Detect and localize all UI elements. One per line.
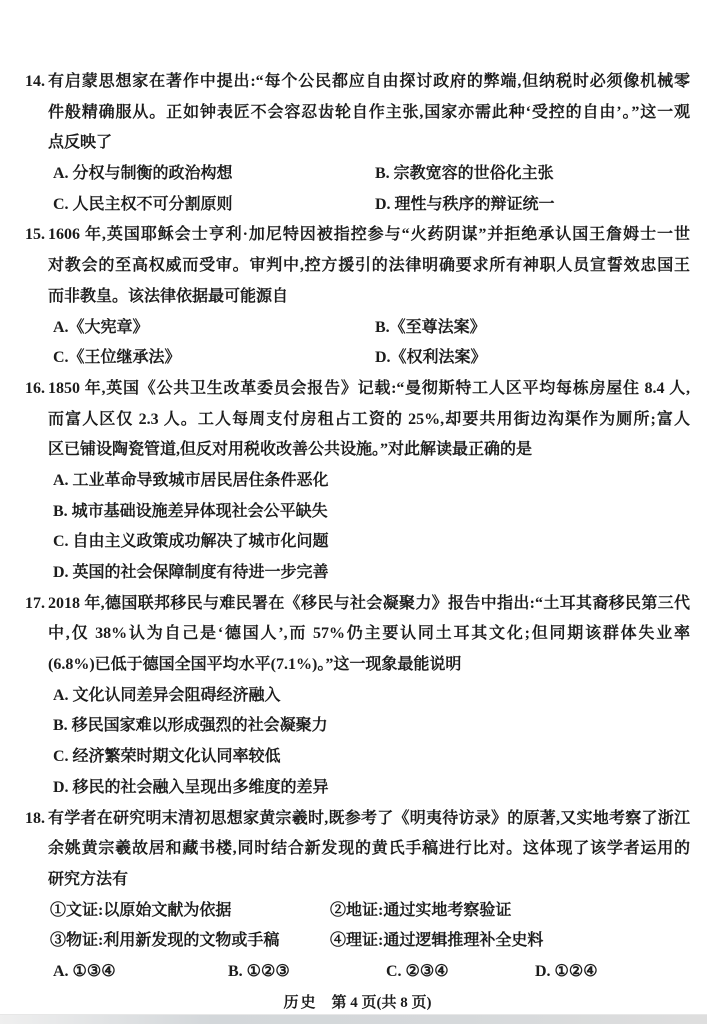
item-4: ④理证:通过逻辑推理补全史料 <box>330 932 544 950</box>
stem-text: (6.8%)已低于德国全国平均水平(7.1%)。”这一现象最能说明 <box>48 656 462 674</box>
stem-text: 区已铺设陶瓷管道,但反对用税收改善公共设施。”对此解读最正确的是 <box>48 441 533 459</box>
question-stem-line <box>25 834 690 865</box>
option-c: C. 人民主权不可分割原则 <box>53 195 233 213</box>
item-1: ①文证:以原始文献为依据 <box>50 901 232 919</box>
stem-text: 而非教皇。该法律依据最可能源自 <box>48 287 289 305</box>
numbered-items-row <box>25 896 690 927</box>
stem-text: 研究方法有 <box>48 870 129 888</box>
question-stem-line <box>25 220 690 251</box>
stem-text: 而富人区仅 2.3 人。工人每周支付房租占工资的 25%,却要共用街边沟渠作为厕所;富人 <box>48 410 690 428</box>
page-footer <box>25 994 690 1012</box>
question-number: 14. <box>25 73 45 90</box>
stem-text: 2018 年,德国联邦移民与难民署在《移民与社会凝聚力》报告中指出:“土耳其裔移民第三代 <box>48 594 690 612</box>
question-stem-line <box>25 804 690 835</box>
option-d: D.《权利法案》 <box>375 349 487 367</box>
question-stem-line <box>25 619 690 650</box>
question-15 <box>25 220 690 373</box>
option-b: B.《至尊法案》 <box>375 318 486 336</box>
page-number-label: 第 4 页(共 8 页) <box>331 994 432 1011</box>
option-b: B. 宗教宽容的世俗化主张 <box>375 165 554 183</box>
question-stem-line <box>25 282 690 313</box>
question-16 <box>25 374 690 589</box>
stem-text: 对教会的至高权威而受审。审判中,控方援引的法律明确要求所有神职人员宣誓效忠国王 <box>48 257 690 275</box>
question-14 <box>25 67 690 220</box>
numbered-items-row <box>25 926 690 957</box>
question-stem-line <box>25 589 690 620</box>
question-number: 16. <box>25 379 45 397</box>
option-b: B. 城市基础设施差异体现社会公平缺失 <box>53 502 328 520</box>
options-row <box>25 957 690 988</box>
question-stem-line <box>25 67 690 98</box>
option-d: D. 移民的社会融入呈现出多维度的差异 <box>53 778 329 796</box>
item-3: ③物证:利用新发现的文物或手稿 <box>50 932 280 950</box>
stem-text: 余姚黄宗羲故居和藏书楼,同时结合新发现的黄氏手稿进行比对。这体现了该学者运用的 <box>48 840 690 858</box>
stem-text: 件般精确服从。正如钟表匠不会容忍齿轮自作主张,国家亦需此种‘受控的自由’。”这一观 <box>48 103 690 121</box>
stem-text: 中,仅 38%认为自己是‘德国人’,而 57%仍主要认同土耳其文化;但同期该群体失业率 <box>48 625 690 643</box>
options-row <box>25 313 690 344</box>
question-stem-line <box>25 865 690 896</box>
question-17 <box>25 589 690 804</box>
question-stem-line <box>25 98 690 129</box>
option-c: C. ②③④ <box>386 962 449 980</box>
option-a: A. 分权与制衡的政治构想 <box>53 165 233 183</box>
question-stem-line <box>25 650 690 681</box>
question-number: 18. <box>25 809 45 827</box>
option-c: C. 自由主义政策成功解决了城市化问题 <box>53 533 329 551</box>
option-d: D. 英国的社会保障制度有待进一步完善 <box>53 564 329 581</box>
exam-page-content <box>25 67 690 1012</box>
stem-text: 1850 年,英国《公共卫生改革委员会报告》记载:“曼彻斯特工人区平均每栋房屋住 8.4 人, <box>48 379 690 397</box>
option-d: D. 理性与秩序的辩证统一 <box>375 195 555 213</box>
options-row <box>25 159 690 190</box>
option-a: A. 文化认同差异会阻碍经济融入 <box>53 686 281 704</box>
question-number: 17. <box>25 594 45 612</box>
option-a: A. 工业革命导致城市居民居住条件恶化 <box>53 471 329 489</box>
question-stem-line <box>25 405 690 436</box>
question-stem-line <box>25 374 690 405</box>
option-c: C. 经济繁荣时期文化认同率较低 <box>53 748 281 766</box>
stem-text: 1606 年,英国耶稣会士亨利·加尼特因被指控参与“火药阴谋”并拒绝承认国王詹姆士一世 <box>48 226 690 244</box>
options-row <box>25 190 690 221</box>
option-a: A. ①③④ <box>53 962 116 980</box>
question-stem-line <box>25 251 690 282</box>
stem-text: 有启蒙思想家在著作中提出:“每个公民都应自由探讨政府的弊端,但纳税时必须像机械零 <box>48 73 690 90</box>
question-number: 15. <box>25 226 45 244</box>
option-a: A.《大宪章》 <box>53 318 149 336</box>
item-2: ②地证:通过实地考察验证 <box>330 901 512 919</box>
question-stem-line <box>25 128 690 159</box>
options-row <box>25 343 690 374</box>
question-stem-line <box>25 435 690 466</box>
stem-text: 点反映了 <box>48 134 113 152</box>
subject-label: 历史 <box>283 994 318 1011</box>
option-b: B. 移民国家难以形成强烈的社会凝聚力 <box>53 717 328 735</box>
option-d: D. ①②④ <box>535 962 598 980</box>
option-c: C.《王位继承法》 <box>53 349 181 367</box>
question-18 <box>25 804 690 988</box>
stem-text: 有学者在研究明末清初思想家黄宗羲时,既参考了《明夷待访录》的原著,又实地考察了浙江 <box>48 809 690 827</box>
scan-edge-artifact <box>0 1014 707 1024</box>
option-b: B. ①②③ <box>228 962 290 980</box>
